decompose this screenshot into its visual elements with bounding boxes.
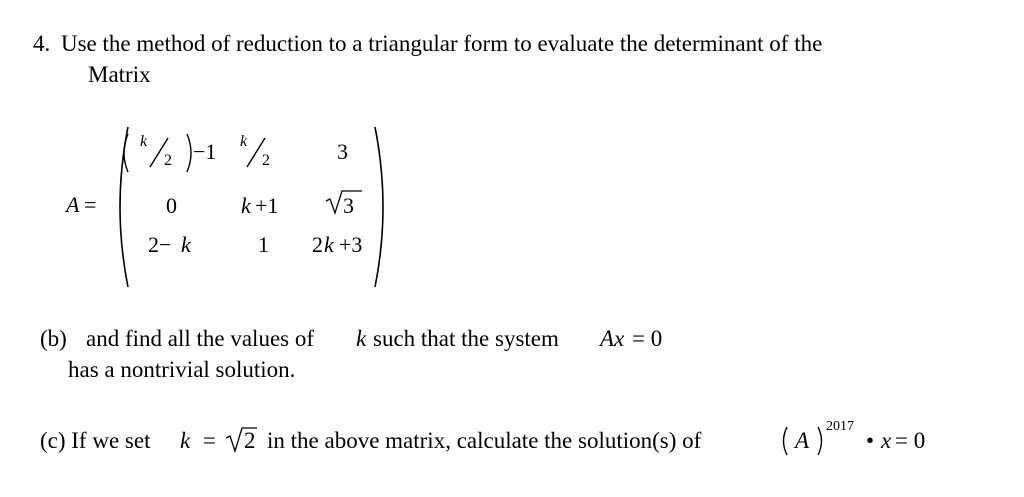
part-c-label: (c) If we set	[40, 428, 151, 453]
part-c-k-eq: =	[203, 428, 216, 453]
matrix-equals: =	[84, 192, 97, 217]
r1c1-frac-den: 2	[164, 152, 172, 169]
part-c-exponent: 2017	[826, 419, 854, 434]
part-b-label: (b)	[40, 326, 67, 351]
part-b-eq-ax: Ax	[600, 326, 625, 351]
part-b-text2: such that the system	[373, 326, 559, 351]
matrix-name: A	[66, 192, 80, 217]
partc-left-paren	[784, 427, 788, 455]
part-c-sqrt-radicand: 2	[244, 428, 256, 453]
r3c3-head: 2	[312, 232, 323, 257]
r2c2-var: k	[241, 193, 251, 218]
r3c1-head: 2−	[148, 232, 172, 257]
matrix-right-paren	[375, 127, 383, 287]
part-c-x-var: x	[881, 428, 892, 453]
r3c3-tail: +3	[339, 232, 363, 257]
problem-text-line1: Use the method of reduction to a triangular form to evaluate the determinant of the	[61, 31, 823, 56]
r1c1-frac-num: k	[140, 133, 148, 150]
r1c2-frac-num: k	[240, 133, 248, 150]
part-b-text1: and find all the values of	[86, 326, 315, 351]
r2c1: 0	[166, 193, 177, 218]
part-c-bullet: •	[866, 428, 875, 453]
problem-number: 4.	[33, 31, 51, 56]
r3c3-var: k	[324, 232, 334, 257]
r1c3: 3	[337, 139, 348, 164]
r1c2-frac-den: 2	[262, 152, 270, 169]
problem-text-line2: Matrix	[88, 62, 151, 87]
r2c3-radicand: 3	[343, 193, 354, 218]
r3c1-var: k	[181, 232, 191, 257]
r1c1-right-paren	[187, 134, 191, 172]
r1c1-tail: −1	[193, 139, 217, 164]
r2c2-tail: +1	[255, 193, 279, 218]
part-b-line2: has a nontrivial solution.	[68, 357, 296, 382]
r1c1-left-paren	[124, 134, 128, 172]
part-c-x-rest: = 0	[895, 428, 926, 453]
part-c-matrix-a: A	[795, 428, 810, 453]
part-c-k-var: k	[180, 428, 191, 453]
part-c-middle: in the above matrix, calculate the solution(s) of	[267, 428, 702, 453]
part-b-var-k: k	[356, 326, 367, 351]
part-b-eq-rest: = 0	[632, 326, 663, 351]
partc-right-paren	[818, 427, 822, 455]
r3c2: 1	[258, 232, 269, 257]
